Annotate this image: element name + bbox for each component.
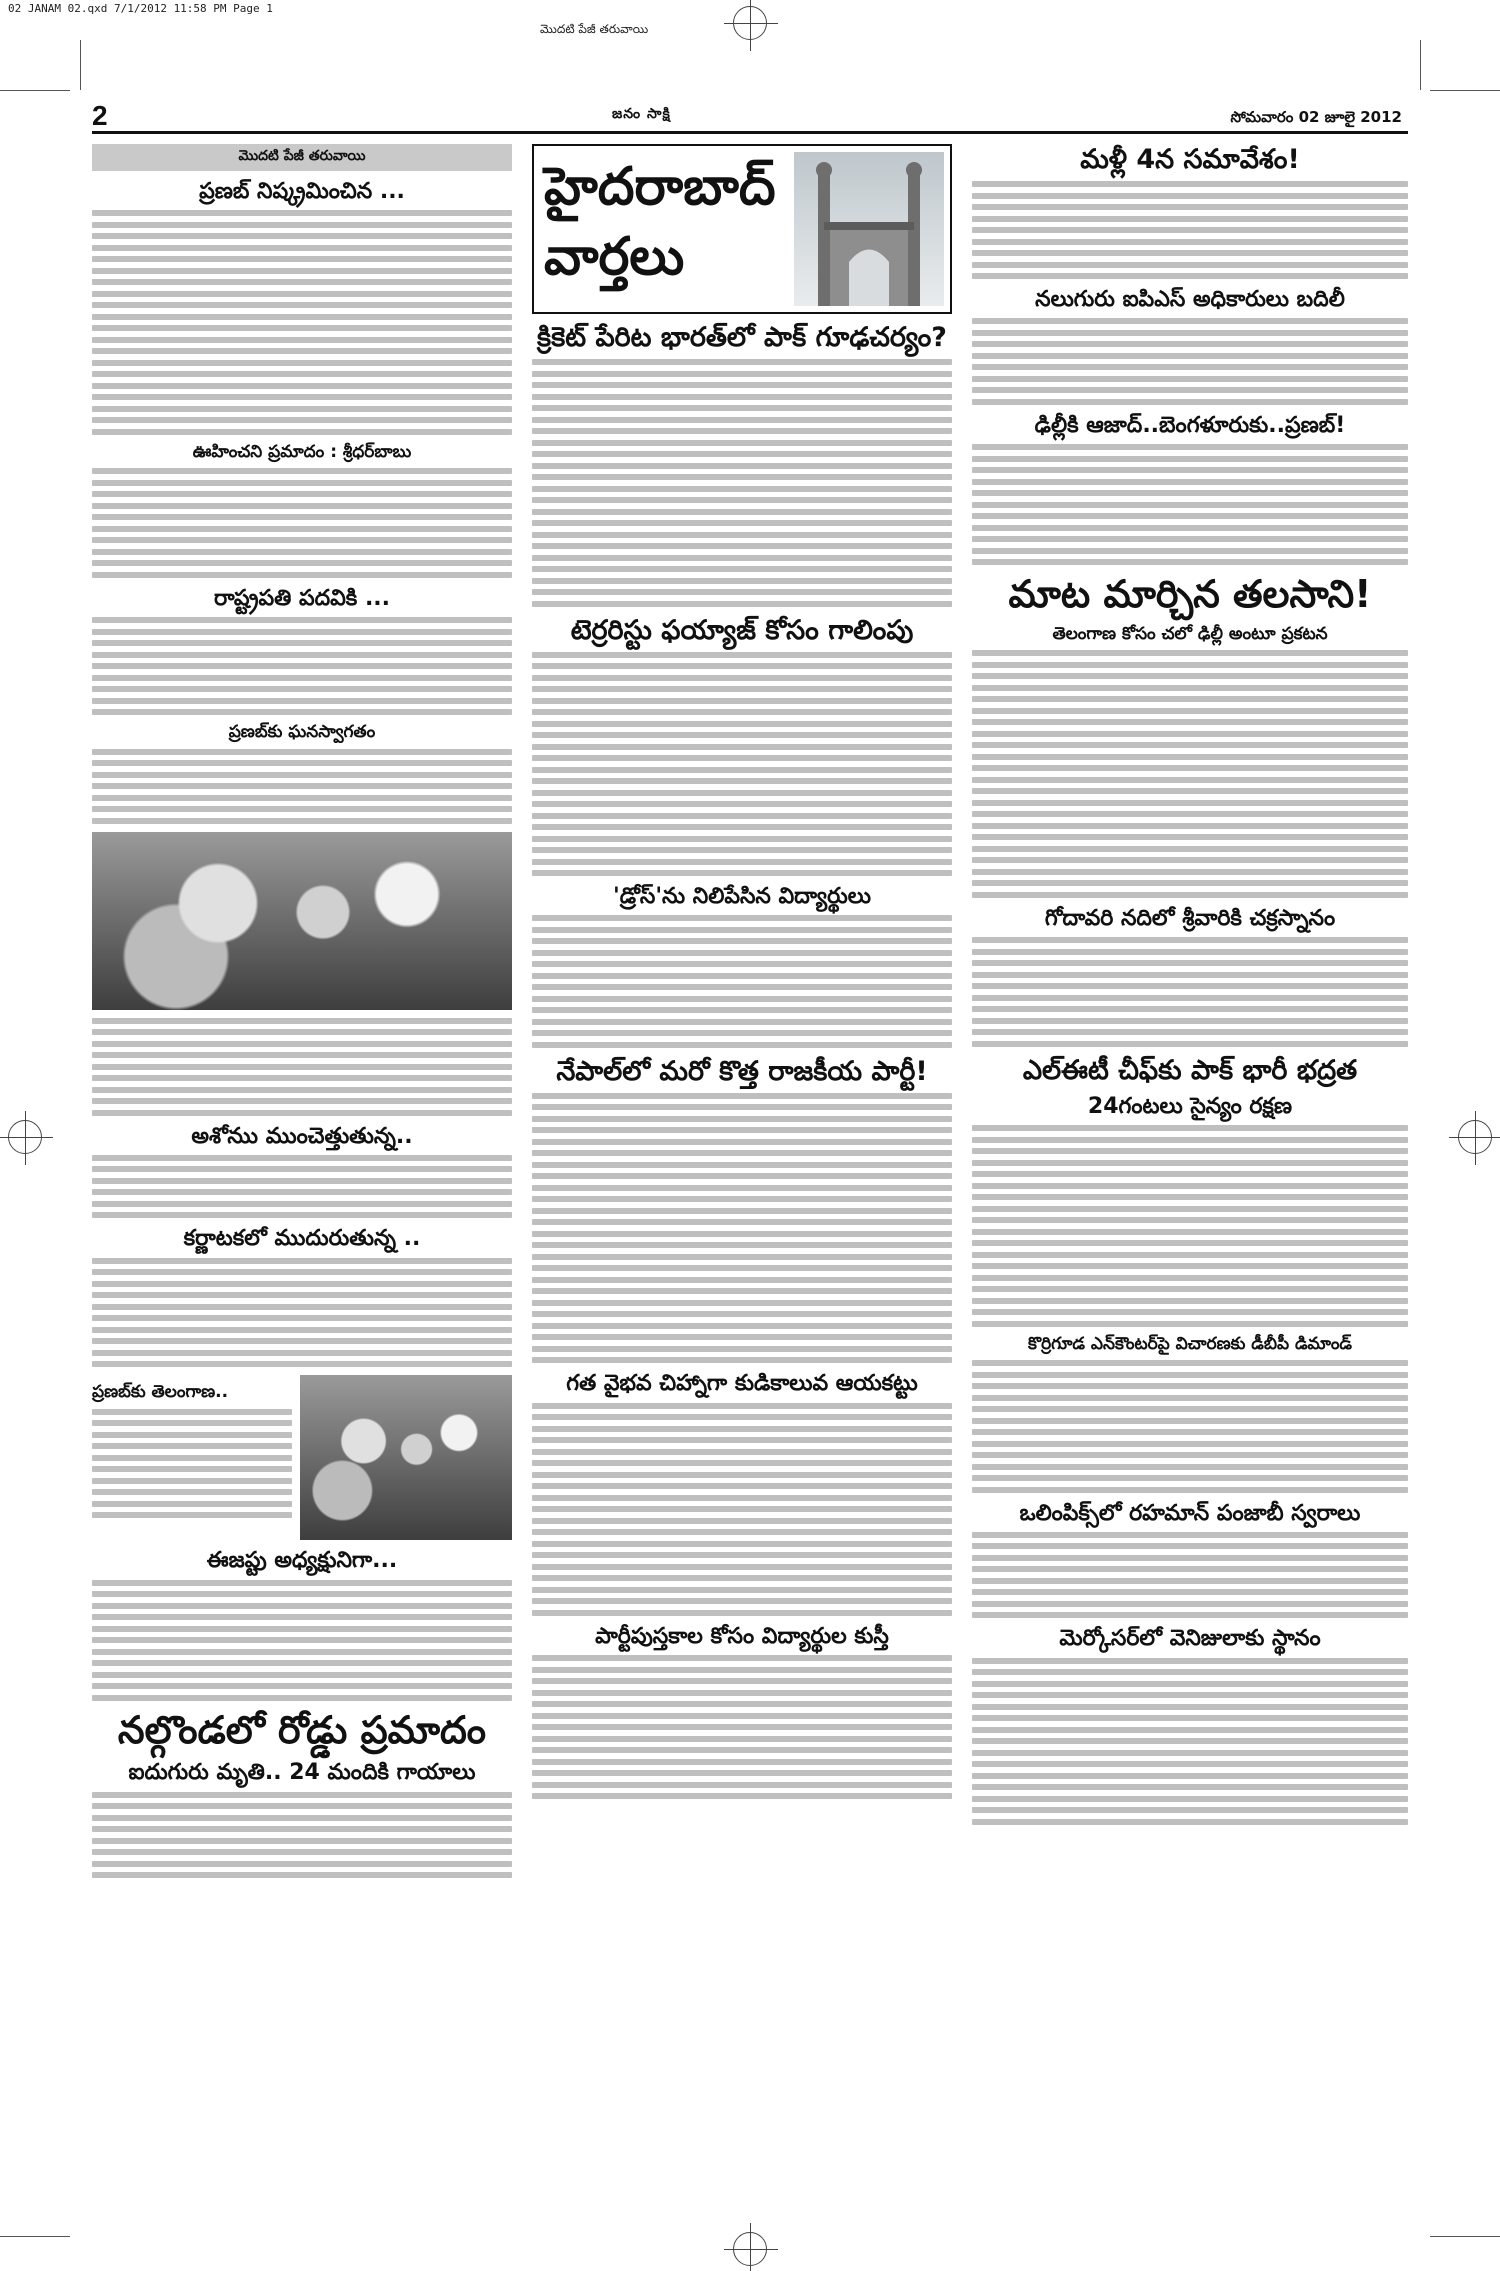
print-slug: 02 JANAM 02.qxd 7/1/2012 11:58 PM Page 1: [8, 2, 273, 15]
hyderabad-news-banner: [532, 144, 952, 314]
crop-mark: [0, 2236, 70, 2237]
headline: ప్రణబ్‌కు తెలంగాణ..: [92, 1382, 229, 1403]
headline: ఢిల్లీకి ఆజాద్..బెంగళూరుకు..ప్రణబ్!: [1034, 412, 1346, 438]
headline: ఈజప్టు అధ్యక్షునిగా...: [206, 1548, 398, 1574]
headline: పార్టీపుస్తకాల కోసం విద్యార్థుల కుస్తీ: [595, 1623, 889, 1649]
headline: నలుగురు ఐపిఎస్ అధికారులు బదిలీ: [1035, 287, 1345, 313]
headline: రాష్ట్రపతి పదవికి ...: [213, 585, 391, 611]
headline: మాట మార్చిన తలసాని!: [1008, 572, 1372, 617]
headline: కొర్రిగూడ ఎన్‌కౌంటర్‌పై విచారణకు డీబీపీ డిమాండ్: [1027, 1333, 1353, 1354]
headline: 'డ్రోస్'ను నిలిపేసిన విద్యార్థులు: [612, 884, 871, 910]
article-body: [92, 468, 512, 578]
news-photo: [92, 832, 512, 1010]
side-story: [92, 1375, 292, 1524]
article-body: [972, 1532, 1408, 1619]
column-center: [532, 144, 952, 1805]
article-body: [92, 1580, 512, 1701]
headline: గోదావరి నదిలో శ్రీవారికి చక్రస్నానం: [1044, 905, 1336, 931]
crop-mark: [1430, 2236, 1500, 2237]
headline-lead: నల్గొండలో రోడ్డు ప్రమాదం: [117, 1707, 487, 1752]
banner-line-1: హైదరాబాద్: [544, 156, 776, 217]
headline: ఒలింపిక్స్‌లో రహమాన్ పంజాబీ స్వరాలు: [1019, 1500, 1361, 1526]
article-body: [972, 650, 1408, 898]
article-body: [972, 444, 1408, 565]
headline: మెర్కోసర్‌లో వెనిజులాకు స్థానం: [1059, 1626, 1321, 1652]
crop-mark: [1420, 40, 1421, 90]
section-label: మొదటి పేజీ తరువాయి: [92, 144, 512, 171]
article-body: [92, 749, 512, 824]
article-body: [972, 1360, 1408, 1493]
headline: కర్ణాటకలో ముదురుతున్న ..: [183, 1226, 421, 1252]
banner-line-2: వార్తలు: [544, 226, 685, 288]
article-body: [972, 318, 1408, 405]
registration-mark-top: [733, 6, 767, 40]
article-body: [532, 1093, 952, 1364]
article-body: [92, 1018, 512, 1116]
article-body: [972, 1125, 1408, 1327]
date-line: సోమవారం 02 జూలై 2012: [1230, 108, 1402, 126]
page-number: 2: [92, 100, 108, 131]
headline: గత వైభవ చిహ్నాగా కుడికాలువ ఆయకట్టు: [566, 1371, 918, 1397]
slug-center: మొదటి పేజీ తరువాయి: [540, 22, 649, 36]
article-body: [92, 1155, 512, 1219]
column-left: [92, 144, 512, 1884]
subheadline: ఐదుగురు మృతి.. 24 మందికి గాయాలు: [128, 1760, 476, 1786]
crop-mark: [1430, 90, 1500, 91]
registration-mark-bottom: [733, 2232, 767, 2266]
headline: టెర్రరిస్టు ఫయ్యాజ్ కోసం గాలింపు: [570, 614, 914, 646]
headline: ఊహించని ప్రమాదం : శ్రీధర్‌బాబు: [192, 441, 412, 462]
article-body: [532, 915, 952, 1048]
article-body: [532, 359, 952, 607]
registration-mark-right: [1458, 1120, 1492, 1154]
article-body: [92, 617, 512, 715]
crop-mark: [80, 40, 81, 90]
article-body: [92, 1792, 512, 1879]
headline: నేపాల్‌లో మరో కొత్త రాజకీయ పార్టీ!: [556, 1055, 928, 1087]
article-body: [972, 937, 1408, 1047]
masthead-logo: జనం సాక్షి: [612, 106, 671, 122]
subheadline: 24గంటలు సైన్యం రక్షణ: [1087, 1093, 1293, 1119]
article-body: [532, 1403, 952, 1616]
headline: ప్రణబ్‌కు ఘనస్వాగతం: [228, 722, 376, 743]
headline: మళ్లీ 4న సమావేశం!: [1080, 144, 1300, 175]
article-body: [532, 652, 952, 877]
article-body: [972, 181, 1408, 279]
article-body: [972, 1658, 1408, 1825]
headline: ఎల్‌ఈటీ చీఫ్‌కు పాక్ భారీ భద్రత: [1022, 1054, 1358, 1086]
article-body: [92, 210, 512, 435]
article-body: [92, 1258, 512, 1368]
crop-mark: [0, 90, 70, 91]
news-photo: [300, 1375, 512, 1540]
column-right: [972, 144, 1408, 1830]
article-body: [532, 1655, 952, 1799]
newspaper-page: [92, 100, 1408, 2224]
headline: ప్రణబ్ నిష్క్రమించిన ...: [199, 179, 405, 204]
headline: క్రికెట్ పేరిట భారత్‌లో పాక్ గూఢచర్యం?: [537, 322, 947, 353]
page-header: [92, 100, 1408, 134]
charminar-image: [794, 152, 944, 306]
subheadline: తెలంగాణ కోసం చలో ఢిల్లీ అంటూ ప్రకటన: [1052, 623, 1328, 644]
headline: అశోనుు ముంచెత్తుతున్న..: [191, 1123, 413, 1149]
registration-mark-left: [8, 1120, 42, 1154]
